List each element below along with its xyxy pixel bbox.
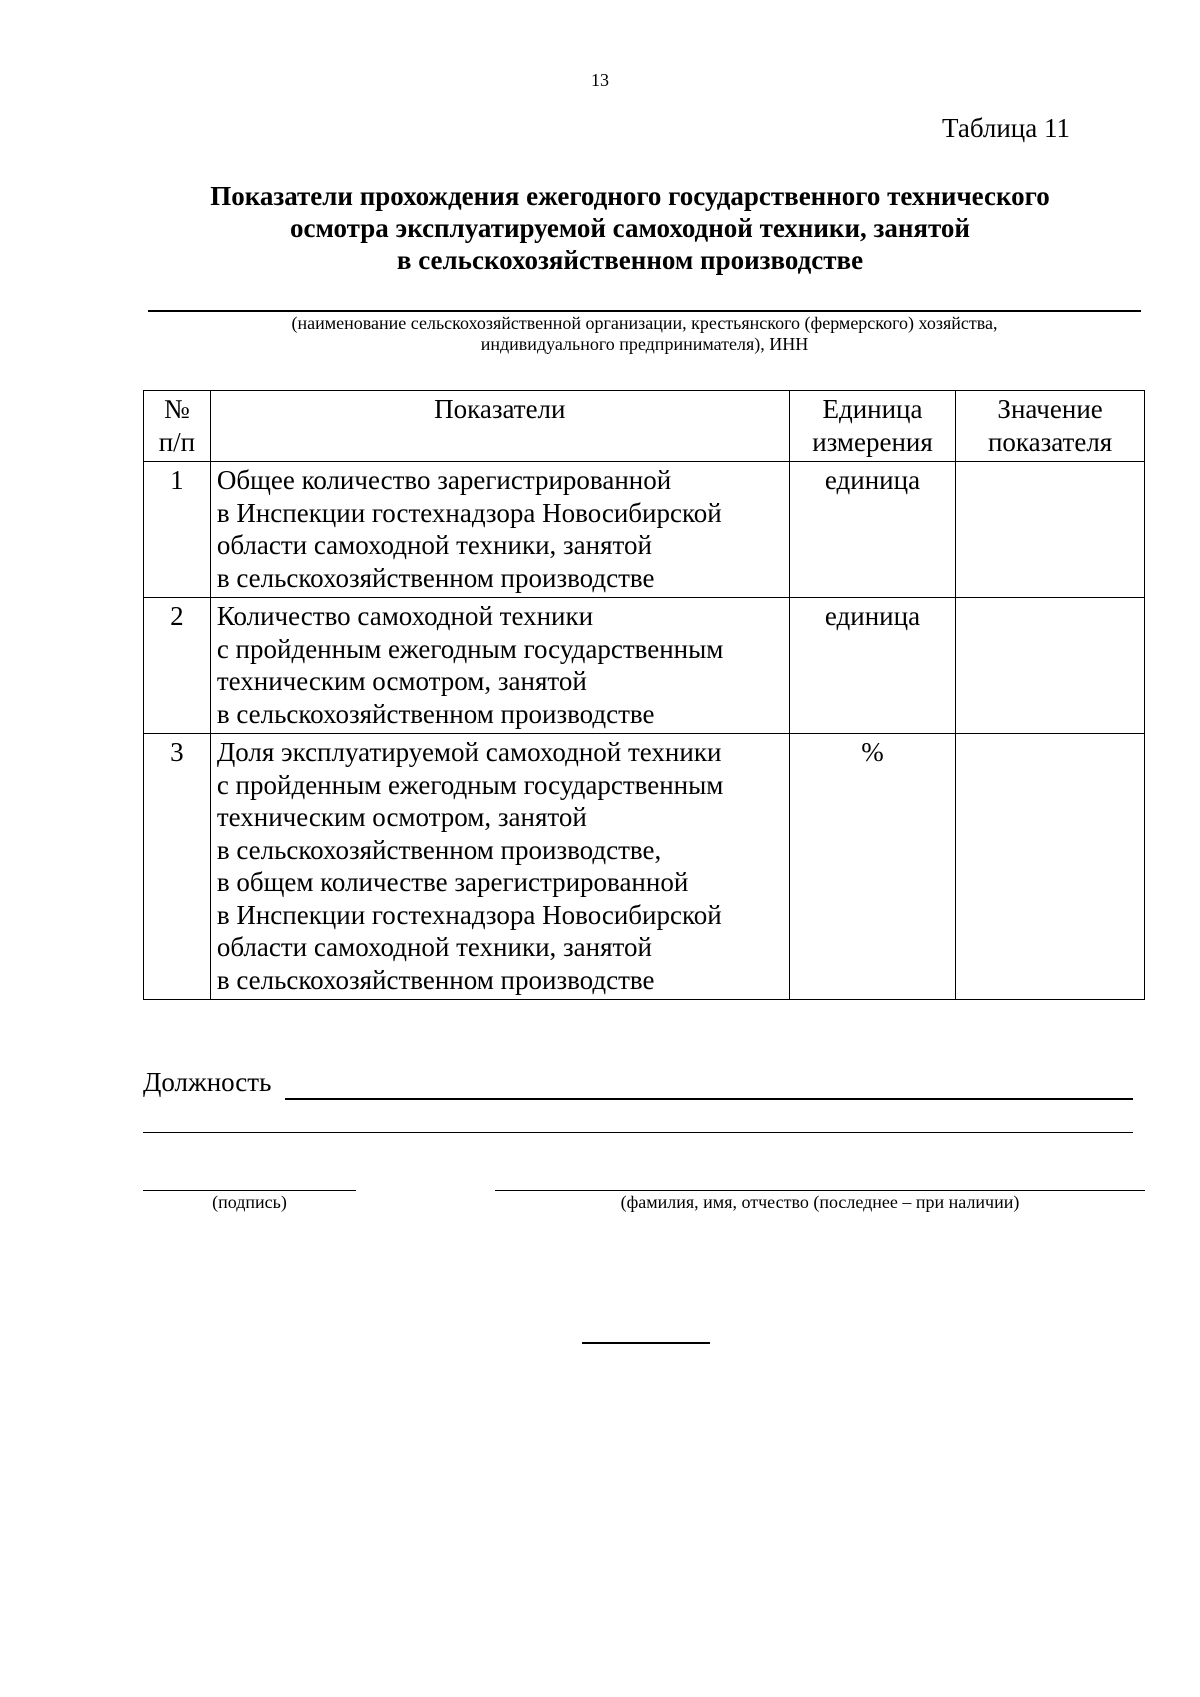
table-header-row xyxy=(144,391,1145,462)
table-row xyxy=(144,598,1145,734)
indicator-line: в Инспекции гостехнадзора Новосибирской xyxy=(216,899,722,930)
row-indicator xyxy=(210,462,789,598)
page-number: 13 xyxy=(591,70,609,90)
indicator-line: области самоходной техники, занятой xyxy=(216,530,652,560)
full-name-caption: (фамилия, имя, отчество (последнее – при наличии) xyxy=(620,1192,1020,1212)
signature-caption: (подпись) xyxy=(212,1192,287,1212)
position-field xyxy=(143,1067,1133,1101)
indicator-line: Доля эксплуатируемой самоходной техники xyxy=(216,737,722,767)
title-line: в сельскохозяйственном производстве xyxy=(396,245,864,275)
row-value-cell[interactable] xyxy=(956,734,1145,1000)
indicator-line: в Инспекции гостехнадзора Новосибирской xyxy=(216,497,722,528)
indicators-table xyxy=(143,390,1145,1000)
indicator-line: с пройденным ежегодным государственным xyxy=(216,633,724,664)
position-continuation-line[interactable] xyxy=(143,1132,1133,1133)
row-value-cell[interactable] xyxy=(956,598,1145,734)
header-unit xyxy=(789,391,955,462)
position-input-line[interactable] xyxy=(285,1098,1133,1100)
caption-line: индивидуального предпринимателя), ИНН xyxy=(480,334,809,354)
header-unit-line: Единица xyxy=(822,394,923,424)
header-unit-line: измерения xyxy=(812,426,933,457)
row-unit: единица xyxy=(789,598,955,734)
row-number: 3 xyxy=(144,734,211,1000)
indicator-line: техническим осмотром, занятой xyxy=(216,666,587,696)
header-value-line: Значение xyxy=(997,394,1103,424)
caption-line: (наименование сельскохозяйственной организации, крестьянского (фермерского) хозяйства, xyxy=(291,313,998,333)
indicator-line: Количество самоходной техники xyxy=(216,601,594,631)
indicator-line: в сельскохозяйственном производстве xyxy=(216,562,655,593)
indicator-line: в общем количестве зарегистрированной xyxy=(216,867,689,897)
position-label: Должность xyxy=(143,1067,272,1097)
header-indicator: Показатели xyxy=(210,391,789,462)
organization-caption xyxy=(148,313,1141,355)
row-unit: единица xyxy=(789,462,955,598)
title-line: осмотра эксплуатируемой самоходной техники, занятой xyxy=(290,213,970,243)
indicator-line: с пройденным ежегодным государственным xyxy=(216,769,724,800)
document-title xyxy=(130,180,1130,276)
table-label: Таблица 11 xyxy=(942,113,1070,143)
row-indicator xyxy=(210,734,789,1000)
header-value xyxy=(956,391,1145,462)
header-number-line: п/п xyxy=(158,426,196,457)
indicator-line: Общее количество зарегистрированной xyxy=(216,465,672,495)
row-unit: % xyxy=(789,734,955,1000)
indicator-line: техническим осмотром, занятой xyxy=(216,802,587,832)
full-name-line[interactable] xyxy=(495,1190,1145,1191)
end-of-document-line xyxy=(582,1342,710,1344)
indicator-line: в сельскохозяйственном производстве xyxy=(216,698,655,729)
indicator-line: в сельскохозяйственном производстве, xyxy=(216,834,662,865)
header-number-line: № xyxy=(164,394,190,424)
indicator-line: области самоходной техники, занятой xyxy=(216,932,652,962)
header-number xyxy=(144,391,211,462)
organization-name-line xyxy=(148,310,1141,312)
title-line: Показатели прохождения ежегодного государственного технического xyxy=(210,181,1050,211)
row-value-cell[interactable] xyxy=(956,462,1145,598)
table-row xyxy=(144,734,1145,1000)
indicator-line: в сельскохозяйственном производстве xyxy=(216,964,655,995)
signature-line[interactable] xyxy=(143,1190,356,1191)
row-indicator xyxy=(210,598,789,734)
row-number: 2 xyxy=(144,598,211,734)
table-row xyxy=(144,462,1145,598)
header-value-line: показателя xyxy=(987,426,1113,457)
row-number: 1 xyxy=(144,462,211,598)
